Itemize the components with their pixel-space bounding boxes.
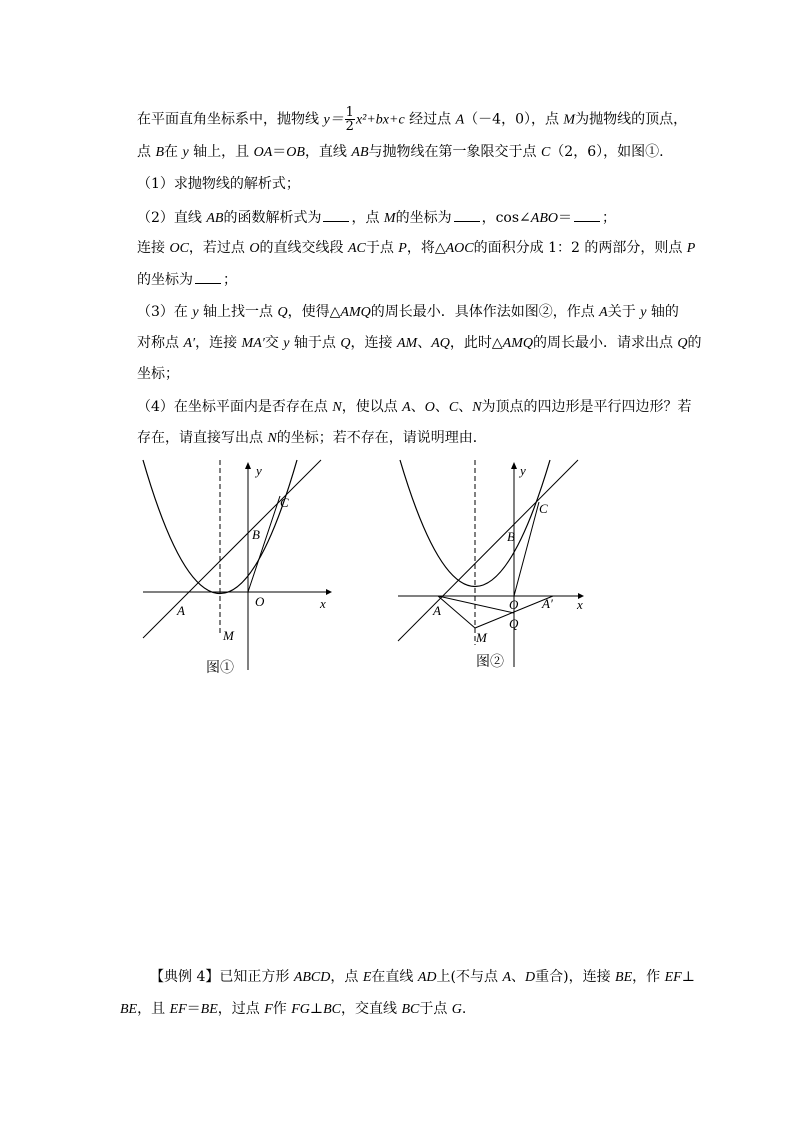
text: ，且 [137, 1001, 170, 1017]
answer-blank [574, 207, 600, 222]
text: （1）求抛物线的解析式； [137, 176, 300, 192]
text: 连接 [137, 240, 170, 256]
line-ab [143, 460, 321, 638]
triangle-amq: AMQ [502, 336, 533, 351]
segment-oc [514, 502, 539, 596]
text: 在直线 [371, 969, 418, 985]
line-ab: AB [351, 145, 369, 160]
text: （－4，0），点 [464, 111, 564, 128]
equation-rest: x²+bx+c [355, 112, 405, 128]
text: 存在，请直接写出点 [137, 430, 268, 446]
text: ，点 [330, 969, 363, 985]
question-4-part-b [137, 428, 487, 449]
point-c: C [448, 400, 459, 415]
triangle-amq: AMQ [340, 305, 371, 320]
seg-oc: OC [169, 241, 189, 256]
text: （3）在 [137, 304, 193, 320]
seg-be: BE [120, 1002, 138, 1017]
x-axis-arrow [326, 589, 332, 595]
text: （4）在坐标平面内是否存在点 [137, 399, 333, 415]
equation-y: y＝ [323, 112, 344, 128]
line-ad: AD [417, 970, 437, 985]
text: ，过点 [217, 1001, 265, 1017]
seg-ma-prime: MA′ [241, 336, 265, 351]
seg-ef: EF [169, 1002, 187, 1017]
text: 、 [458, 399, 473, 415]
text: ，使以点 [341, 399, 403, 415]
answer-blank [195, 269, 221, 284]
text: 轴上，且 [188, 144, 254, 160]
text: （2，6），如图①. [550, 144, 664, 160]
label-b: B [507, 529, 515, 544]
var-y: y [192, 305, 199, 320]
point-o: O [424, 400, 435, 415]
text: ＝ [558, 210, 572, 226]
point-n: N [267, 431, 277, 446]
text: 的 [687, 335, 702, 351]
text: 的直线交线段 [259, 240, 348, 256]
text: 的周长最小．请求出点 [532, 335, 678, 351]
var-y: y [640, 305, 647, 320]
text: . [461, 1001, 467, 1017]
segment-am [438, 596, 475, 628]
point-d: D [525, 970, 536, 985]
seg-be: BE [200, 1002, 218, 1017]
text: ，连接 [350, 335, 397, 351]
point-m: M [383, 211, 396, 226]
point-a: A [402, 400, 411, 415]
seg-fg: FG [291, 1002, 310, 1017]
text: ，交直线 [340, 1001, 402, 1017]
text: 对称点 [137, 335, 184, 351]
text: ，点 [351, 210, 384, 226]
triangle-aoc: AOC [445, 241, 474, 256]
text: 、 [511, 969, 525, 985]
text: 的坐标为 [137, 272, 193, 288]
label-o: O [255, 594, 265, 609]
text: ＝ [186, 1001, 201, 1017]
text: 于点 [365, 240, 399, 256]
text: 在 [164, 144, 183, 160]
point-b: B [155, 145, 165, 160]
text: 点 [137, 144, 156, 160]
segment-aq [438, 596, 514, 613]
text: 经过点 [404, 111, 456, 128]
text: 与抛物线在第一象限交于点 [368, 144, 541, 160]
text: ，作 [632, 969, 665, 985]
question-3 [137, 302, 679, 323]
seg-be: BE [615, 970, 633, 985]
text: 坐标； [137, 366, 179, 382]
text: ＝ [272, 144, 287, 160]
point-a-prime: A′ [183, 336, 196, 351]
label-c: C [280, 495, 289, 510]
problem-line-2 [137, 142, 664, 163]
text: ； [602, 210, 616, 226]
seg-aq: AQ [431, 336, 450, 351]
label-a-prime: A′ [542, 596, 553, 611]
text: 的坐标；若不存在，请说明理由． [276, 430, 487, 446]
y-axis-arrow [511, 462, 517, 469]
text: 作 [272, 1001, 292, 1017]
var-y: y [283, 336, 290, 351]
question-2-part-b [137, 238, 695, 259]
point-a: A [455, 112, 465, 128]
text: ，cos∠ [481, 210, 531, 226]
text: 、 [410, 399, 425, 415]
text: （2）直线 [137, 210, 207, 226]
seg-ef: EF [664, 970, 682, 985]
fraction-numerator: 1 [345, 105, 354, 120]
question-2 [137, 207, 616, 229]
label-b: B [252, 527, 260, 542]
var-y: y [182, 145, 189, 160]
text: ，直线 [304, 144, 352, 160]
label-y: y [256, 463, 262, 478]
label-c: C [539, 501, 548, 516]
text: 、 [434, 399, 449, 415]
square-abcd: ABCD [293, 970, 331, 985]
seg-oa: OA [253, 145, 273, 160]
figure-caption: 图① [206, 661, 234, 676]
text: 为抛物线的顶点， [575, 111, 688, 128]
point-q: Q [277, 305, 288, 320]
point-f: F [264, 1002, 273, 1017]
text: ⊥ [681, 969, 695, 985]
point-n: N [472, 400, 482, 415]
text: 【典例 4】已知正方形 [150, 969, 294, 985]
text: ，将△ [406, 240, 446, 256]
label-y: y [520, 463, 526, 478]
label-a: A [433, 603, 441, 618]
point-c: C [540, 145, 551, 160]
answer-blank [454, 207, 480, 222]
label-a: A [177, 603, 185, 618]
point-m: M [563, 112, 576, 128]
example-4-line-1 [150, 967, 695, 988]
segment-oc [248, 496, 280, 592]
fraction-denominator: 2 [345, 119, 354, 134]
figure-1 [138, 455, 338, 680]
text: 上(不与点 [436, 969, 503, 985]
point-o: O [249, 241, 260, 256]
text: 重合)，连接 [535, 969, 616, 985]
label-x: x [577, 597, 583, 612]
label-m: M [223, 628, 234, 643]
point-p: P [398, 241, 407, 256]
text: 、 [417, 335, 432, 351]
angle-abo: ABO [530, 211, 558, 226]
seg-bc: BC [401, 1002, 420, 1017]
text: 于点 [419, 1001, 452, 1017]
point-g: G [451, 1002, 462, 1017]
text: 轴的 [646, 304, 679, 320]
point-a: A [502, 970, 511, 985]
text: 轴于点 [289, 335, 341, 351]
point-q: Q [677, 336, 688, 351]
answer-blank [323, 207, 349, 222]
seg-ac: AC [347, 241, 366, 256]
point-e: E [362, 970, 372, 985]
text: 轴上找一点 [198, 304, 278, 320]
text: ； [223, 272, 237, 288]
text: ⊥ [309, 1001, 324, 1017]
example-4-line-2 [120, 999, 466, 1020]
seg-ob: OB [286, 145, 305, 160]
text: 的坐标为 [395, 210, 452, 226]
text: 的面积分成 1：2 的两部分，则点 [473, 240, 687, 256]
fraction-one-half [345, 106, 355, 133]
point-a: A [599, 305, 608, 320]
figure-2 [393, 455, 593, 680]
text: ，若过点 [188, 240, 250, 256]
label-m: M [476, 630, 487, 645]
question-2-part-c [137, 269, 237, 290]
line-ab: AB [206, 211, 224, 226]
label-o: O [509, 597, 519, 612]
point-n: N [332, 400, 342, 415]
text: 关于 [607, 304, 641, 320]
text: 为顶点的四边形是平行四边形？若 [481, 399, 692, 415]
question-3-part-b [137, 333, 702, 354]
seg-bc: BC [323, 1002, 341, 1017]
text: 在平面直角坐标系中，抛物线 [137, 111, 324, 128]
seg-am: AM [396, 336, 418, 351]
question-4 [137, 397, 692, 418]
text: 交 [264, 335, 284, 351]
text: ，此时△ [449, 335, 503, 351]
label-q: Q [509, 616, 519, 631]
text: ，连接 [195, 335, 242, 351]
figure-caption: 图② [476, 655, 504, 670]
point-q: Q [340, 336, 351, 351]
point-p: P [686, 241, 696, 256]
question-1 [137, 174, 300, 194]
y-axis-arrow [245, 462, 251, 469]
line-ab [398, 460, 578, 641]
problem-line-1 [137, 106, 687, 133]
text: 的函数解析式为 [223, 210, 322, 226]
question-3-part-c [137, 364, 179, 384]
text: ，使得△ [287, 304, 341, 320]
label-x: x [320, 596, 326, 611]
text: 的周长最小．具体作法如图②，作点 [370, 304, 600, 320]
